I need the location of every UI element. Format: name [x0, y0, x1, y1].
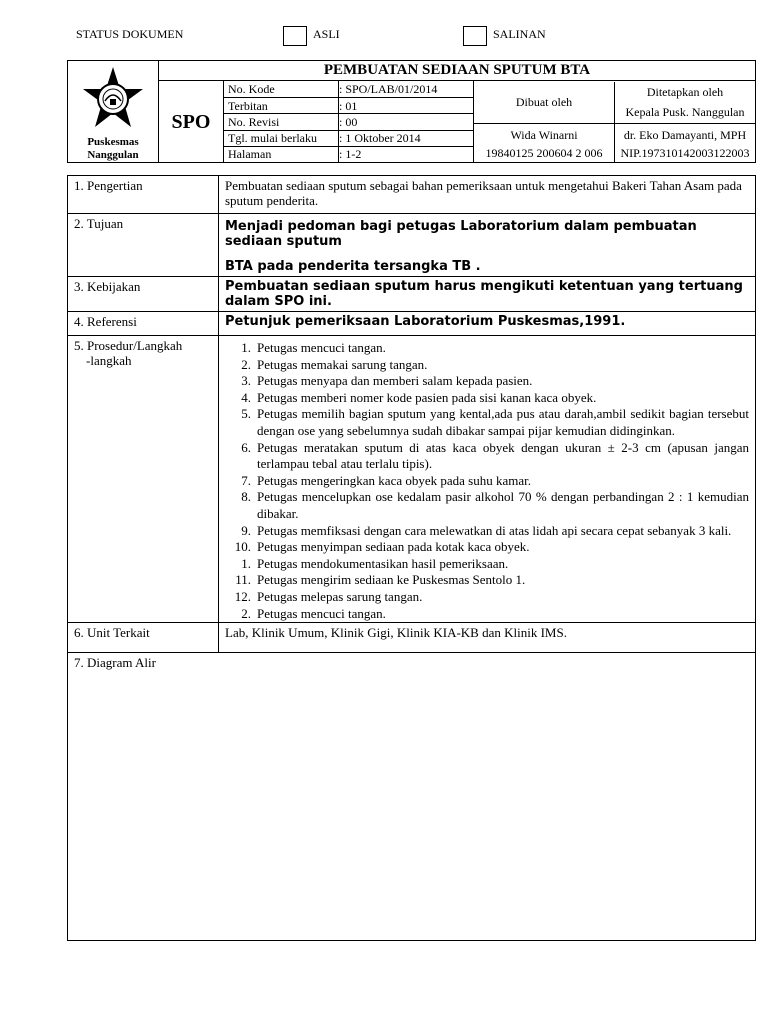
- tujuan-line1: Menjadi pedoman bagi petugas Laboratorium dalam pembuatan sediaan sputum: [225, 219, 697, 249]
- step-number: 2.: [241, 356, 251, 372]
- document-title: PEMBUATAN SEDIAAN SPUTUM BTA: [159, 61, 756, 81]
- section-label-prosedur: [68, 336, 219, 623]
- procedure-step: [225, 473, 749, 490]
- meta-key: No. Kode: [224, 81, 339, 98]
- meta-key: No. Revisi: [224, 114, 339, 130]
- org-name-line1: Puskesmas: [87, 136, 139, 148]
- document-header: [67, 60, 756, 163]
- procedure-step: [225, 357, 749, 374]
- meta-key: Tgl. mulai berlaku: [224, 130, 339, 146]
- step-number: 12.: [234, 588, 251, 604]
- ditetapkan-block: [615, 82, 756, 124]
- dibuat-name: Wida Winarni: [510, 127, 578, 142]
- meta-value: : 1-2: [339, 146, 474, 162]
- dibuat-signature: [474, 124, 615, 162]
- section-label-pengertian: 1. Pengertian: [68, 176, 219, 214]
- meta-value: : 1 Oktober 2014: [339, 130, 474, 146]
- step-text: Petugas menyapa dan memberi salam kepada pasien.: [257, 373, 533, 389]
- step-text: Petugas melepas sarung tangan.: [257, 588, 423, 604]
- spo-content-table: [67, 175, 756, 941]
- procedure-step: [225, 340, 749, 357]
- meta-value: : 01: [339, 98, 474, 114]
- step-number: 10.: [234, 539, 251, 555]
- procedure-steps: [225, 340, 749, 622]
- dibuat-label: Dibuat oleh: [474, 82, 615, 124]
- status-dokumen-label: STATUS DOKUMEN: [76, 27, 184, 41]
- step-text: Petugas mencelupkan ose kedalam pasir alkohol 70 % dengan perbandingan 2 : 1 kemudian dibakar.: [257, 489, 749, 521]
- step-number: 11.: [235, 572, 251, 588]
- logo-cell: [68, 61, 159, 163]
- meta-key: Terbitan: [224, 98, 339, 114]
- step-number: 4.: [241, 389, 251, 405]
- procedure-step: [225, 489, 749, 522]
- step-number: 2.: [241, 605, 251, 621]
- step-number: 6.: [241, 439, 251, 455]
- section-text-tujuan: [219, 214, 756, 277]
- step-text: Petugas mengeringkan kaca obyek pada suhu kamar.: [257, 472, 531, 488]
- meta-value: : 00: [339, 114, 474, 130]
- section-label-kebijakan: 3. Kebijakan: [68, 277, 219, 312]
- step-text: Petugas memilih bagian sputum yang kental,ada pus atau darah,ambil sedikit bagian tersebut dengan ose yang sebelumnya sudah dibakar sampai pijar kemudian didinginkan.: [257, 406, 749, 438]
- section-text-pengertian: Pembuatan sediaan sputum sebagai bahan pemeriksaan untuk mengetahui Bakeri Tahan Asam pada sputum penderita.: [219, 176, 756, 214]
- step-text: Petugas mencuci tangan.: [257, 340, 386, 355]
- section-text-prosedur: [219, 336, 756, 623]
- asli-label: ASLI: [313, 27, 340, 41]
- tujuan-line2: BTA pada penderita tersangka TB .: [225, 259, 481, 274]
- step-number: 7.: [241, 472, 251, 488]
- ditetapkan-label: Ditetapkan oleh: [646, 85, 724, 100]
- step-text: Petugas memakai sarung tangan.: [257, 356, 428, 372]
- prosedur-label-line1: 5. Prosedur/Langkah: [74, 338, 183, 353]
- step-number: 8.: [241, 489, 251, 505]
- procedure-step: [225, 523, 749, 540]
- procedure-step: [225, 390, 749, 407]
- prosedur-label-line2: -langkah: [86, 353, 132, 368]
- dibuat-nip: 19840125 200604 2 006: [485, 145, 603, 160]
- step-text: Petugas memberi nomer kode pasien pada sisi kanan kaca obyek.: [257, 389, 597, 405]
- salinan-label: SALINAN: [493, 27, 546, 41]
- step-text: Petugas mendokumentasikan hasil pemeriksaan.: [257, 555, 509, 571]
- section-diagram-alir: 7. Diagram Alir: [68, 653, 756, 941]
- step-number: 3.: [241, 373, 251, 389]
- step-text: Petugas mengirim sediaan ke Puskesmas Sentolo 1.: [257, 572, 526, 588]
- ditetapkan-role: Kepala Pusk. Nanggulan: [625, 105, 745, 120]
- step-number: 5.: [241, 406, 251, 422]
- step-text: Petugas menyimpan sediaan pada kotak kaca obyek.: [257, 539, 530, 555]
- step-number: 1.: [241, 555, 251, 571]
- step-text: Petugas meratakan sputum di atas kaca obyek dengan ukuran ± 2-3 cm (apusan jangan terlampau tebal atau terlalu tipis).: [257, 439, 749, 472]
- ditetapkan-signature: [615, 124, 756, 162]
- procedure-step: [225, 539, 749, 556]
- step-number: 1.: [241, 340, 251, 355]
- procedure-step: [225, 406, 749, 439]
- procedure-step: [225, 589, 749, 606]
- procedure-step: [225, 556, 749, 573]
- procedure-step: [225, 572, 749, 589]
- section-text-kebijakan: Pembuatan sediaan sputum harus mengikuti ketentuan yang tertuang dalam SPO ini.: [219, 277, 756, 312]
- step-number: 9.: [241, 522, 251, 538]
- section-text-referensi: Petunjuk pemeriksaan Laboratorium Puskesmas,1991.: [219, 312, 756, 336]
- ditetapkan-nip: NIP.197310142003122003: [620, 145, 750, 160]
- section-label-unit: 6. Unit Terkait: [68, 623, 219, 653]
- section-label-referensi: 4. Referensi: [68, 312, 219, 336]
- meta-value: : SPO/LAB/01/2014: [339, 81, 474, 98]
- org-name-line2: Nanggulan: [87, 149, 139, 161]
- section-text-unit: Lab, Klinik Umum, Klinik Gigi, Klinik KIA-KB dan Klinik IMS.: [219, 623, 756, 653]
- ditetapkan-name: dr. Eko Damayanti, MPH: [623, 127, 747, 142]
- procedure-step: [225, 440, 749, 473]
- step-text: Petugas memfiksasi dengan cara melewatkan di atas lidah api secara cepat sebanyak 3 kali.: [257, 522, 732, 538]
- meta-key: Halaman: [224, 146, 339, 162]
- puskesmas-logo-icon: [79, 65, 147, 133]
- procedure-step: [225, 373, 749, 390]
- salinan-checkbox[interactable]: [463, 26, 487, 46]
- asli-checkbox[interactable]: [283, 26, 307, 46]
- procedure-step: [225, 606, 749, 623]
- section-label-tujuan: 2. Tujuan: [68, 214, 219, 277]
- spo-label: SPO: [159, 81, 224, 163]
- step-text: Petugas mencuci tangan.: [257, 605, 386, 621]
